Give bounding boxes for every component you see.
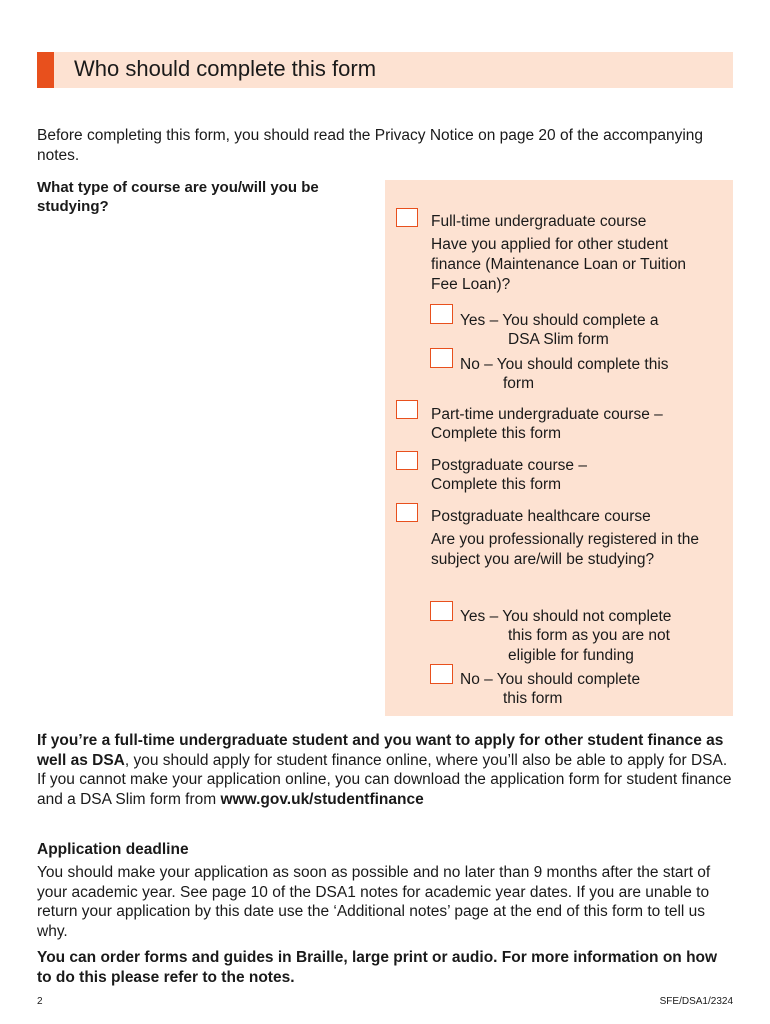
fulltime-checkbox[interactable]: [396, 208, 418, 227]
fulltime-note-text: , you should apply for student finance online, where you’ll also be able to apply for DSA. If you cannot make your application online, you can download the application form for student finance and a DSA Slim form from: [37, 751, 732, 808]
formats-note: You can order forms and guides in Braille, large print or audio. For more information on how to do this please refer to the notes.: [37, 949, 718, 986]
healthcare-checkbox[interactable]: [396, 503, 418, 522]
deadline-text: You should make your application as soon as possible and no later than 9 months after the start of your academic year. See page 10 of the DSA1 notes for academic year dates. If you are unable to return your application by this date use the ‘Additional notes’ page at the end of this form to tell us why.: [37, 864, 711, 940]
studentfinance-link[interactable]: www.gov.uk/studentfinance: [220, 790, 424, 808]
parttime-line1: Part-time undergraduate course –: [431, 406, 663, 423]
parttime-line2: Complete this form: [431, 425, 562, 442]
section-title-bar: [37, 52, 733, 88]
fulltime-label: Full-time undergraduate course: [431, 213, 647, 230]
course-question: What type of course are you/will you be studying?: [37, 179, 319, 215]
parttime-checkbox[interactable]: [396, 400, 418, 419]
fulltime-no-checkbox[interactable]: [430, 348, 453, 368]
fulltime-yes-cont: DSA Slim form: [508, 331, 609, 348]
title-accent-block: [37, 52, 54, 88]
form-code: SFE/DSA1/2324: [659, 996, 733, 1007]
healthcare-no-text: No – You should complete: [460, 671, 641, 688]
deadline-heading: Application deadline: [37, 841, 189, 858]
healthcare-no-checkbox[interactable]: [430, 664, 453, 684]
page-title: Who should complete this form: [74, 56, 377, 81]
healthcare-yes-checkbox[interactable]: [430, 601, 453, 621]
postgraduate-checkbox[interactable]: [396, 451, 418, 470]
healthcare-yes-text: Yes – You should not complete: [460, 608, 672, 625]
fulltime-no-cont: form: [503, 375, 534, 392]
fulltime-subquestion: Have you applied for other student finance (Maintenance Loan or Tuition Fee Loan)?: [431, 236, 687, 293]
course-options-panel: [385, 180, 733, 716]
postgraduate-line2: Complete this form: [431, 476, 562, 493]
healthcare-yes-cont2: eligible for funding: [508, 647, 634, 664]
intro-text: Before completing this form, you should read the Privacy Notice on page 20 of the accompanying notes.: [37, 127, 704, 164]
fulltime-note: [37, 731, 737, 809]
fulltime-note-bold: If you’re a full-time undergraduate student and you want to apply for other student finance as well as DSA: [37, 732, 724, 769]
fulltime-yes-text: Yes – You should complete a: [460, 312, 659, 329]
healthcare-yes-cont1: this form as you are not: [508, 627, 670, 644]
healthcare-label: Postgraduate healthcare course: [431, 508, 651, 525]
healthcare-no-cont: this form: [503, 690, 563, 707]
fulltime-yes-checkbox[interactable]: [430, 304, 453, 324]
fulltime-no-text: No – You should complete this: [460, 356, 669, 373]
postgraduate-line1: Postgraduate course –: [431, 457, 587, 474]
healthcare-subquestion: Are you professionally registered in the subject you are/will be studying?: [431, 531, 699, 568]
page-number: 2: [37, 996, 43, 1007]
